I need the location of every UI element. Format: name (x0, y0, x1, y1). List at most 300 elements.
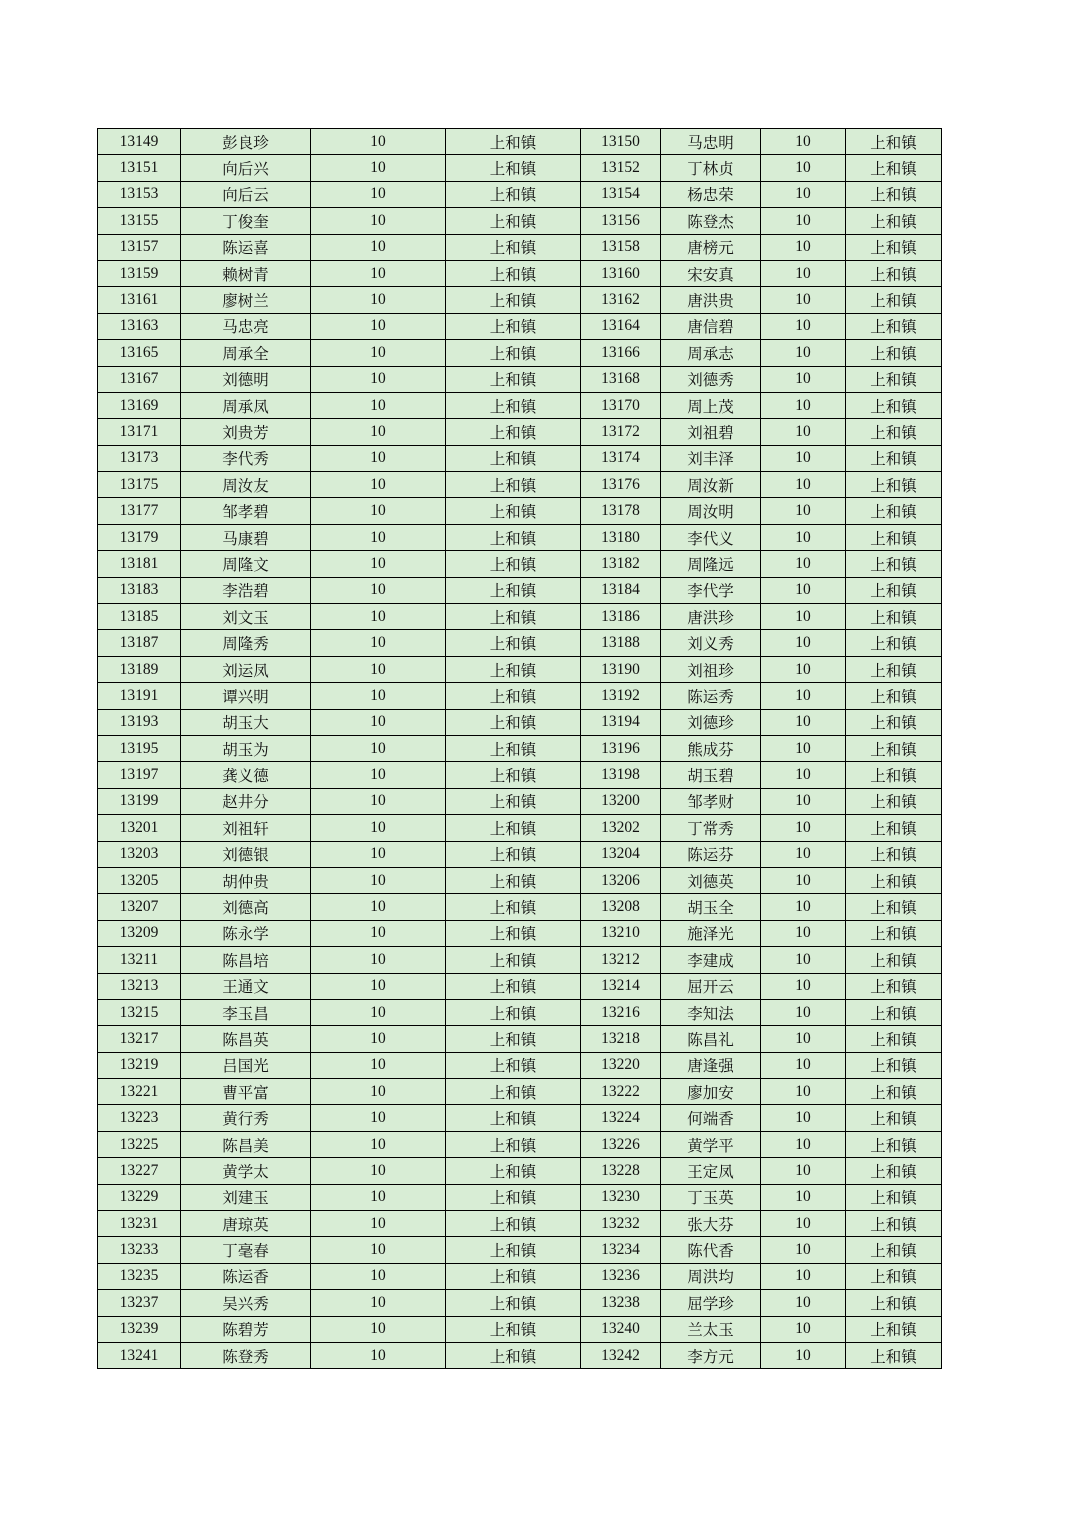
cell-town-left: 上和镇 (446, 234, 581, 260)
cell-town-left: 上和镇 (446, 340, 581, 366)
cell-town-left: 上和镇 (446, 1026, 581, 1052)
cell-id-right: 13164 (581, 313, 661, 339)
table-row (98, 788, 942, 814)
cell-name-left: 赵井分 (181, 788, 311, 814)
cell-name-left: 丁俊奎 (181, 208, 311, 234)
cell-score-right: 10 (761, 1342, 846, 1368)
cell-town-left: 上和镇 (446, 129, 581, 155)
cell-name-left: 胡仲贵 (181, 867, 311, 893)
cell-score-left: 10 (311, 419, 446, 445)
cell-town-left: 上和镇 (446, 472, 581, 498)
table-row (98, 551, 942, 577)
cell-id-right: 13208 (581, 894, 661, 920)
cell-name-right: 何端香 (661, 1105, 761, 1131)
cell-score-right: 10 (761, 392, 846, 418)
cell-name-left: 李玉昌 (181, 999, 311, 1025)
table-row (98, 1316, 942, 1342)
cell-score-right: 10 (761, 973, 846, 999)
cell-name-left: 向后云 (181, 181, 311, 207)
cell-score-left: 10 (311, 155, 446, 181)
cell-id-left: 13157 (98, 234, 181, 260)
cell-name-right: 王定凤 (661, 1158, 761, 1184)
cell-name-left: 周承全 (181, 340, 311, 366)
table-row (98, 947, 942, 973)
table-row (98, 1052, 942, 1078)
cell-score-right: 10 (761, 815, 846, 841)
cell-name-left: 向后兴 (181, 155, 311, 181)
cell-name-right: 唐洪珍 (661, 604, 761, 630)
cell-town-left: 上和镇 (446, 604, 581, 630)
cell-score-right: 10 (761, 445, 846, 471)
cell-score-right: 10 (761, 208, 846, 234)
table-row (98, 524, 942, 550)
roster-table (97, 128, 942, 1369)
cell-town-left: 上和镇 (446, 1316, 581, 1342)
cell-id-left: 13209 (98, 920, 181, 946)
table-row (98, 313, 942, 339)
cell-town-right: 上和镇 (846, 419, 942, 445)
cell-score-right: 10 (761, 1158, 846, 1184)
cell-town-right: 上和镇 (846, 392, 942, 418)
cell-id-left: 13197 (98, 762, 181, 788)
cell-town-right: 上和镇 (846, 1131, 942, 1157)
cell-id-left: 13237 (98, 1290, 181, 1316)
cell-id-left: 13179 (98, 524, 181, 550)
cell-score-right: 10 (761, 947, 846, 973)
cell-score-left: 10 (311, 577, 446, 603)
cell-id-right: 13168 (581, 366, 661, 392)
cell-town-right: 上和镇 (846, 867, 942, 893)
cell-name-right: 李知法 (661, 999, 761, 1025)
cell-id-right: 13182 (581, 551, 661, 577)
cell-score-right: 10 (761, 340, 846, 366)
cell-name-left: 邹孝碧 (181, 498, 311, 524)
cell-name-right: 唐逢强 (661, 1052, 761, 1078)
cell-score-left: 10 (311, 735, 446, 761)
table-row (98, 1342, 942, 1368)
table-row (98, 1158, 942, 1184)
cell-id-left: 13225 (98, 1131, 181, 1157)
cell-id-right: 13202 (581, 815, 661, 841)
cell-name-right: 周上茂 (661, 392, 761, 418)
cell-id-left: 13217 (98, 1026, 181, 1052)
cell-id-left: 13211 (98, 947, 181, 973)
table-row (98, 1079, 942, 1105)
cell-town-right: 上和镇 (846, 472, 942, 498)
cell-id-right: 13178 (581, 498, 661, 524)
cell-town-right: 上和镇 (846, 551, 942, 577)
cell-id-right: 13158 (581, 234, 661, 260)
cell-id-right: 13152 (581, 155, 661, 181)
cell-town-left: 上和镇 (446, 1052, 581, 1078)
cell-score-right: 10 (761, 1263, 846, 1289)
cell-town-right: 上和镇 (846, 604, 942, 630)
cell-score-left: 10 (311, 1263, 446, 1289)
table-row (98, 683, 942, 709)
cell-score-left: 10 (311, 762, 446, 788)
cell-id-right: 13200 (581, 788, 661, 814)
cell-name-right: 屈学珍 (661, 1290, 761, 1316)
table-row (98, 1184, 942, 1210)
table-row (98, 735, 942, 761)
cell-town-right: 上和镇 (846, 788, 942, 814)
cell-id-right: 13216 (581, 999, 661, 1025)
cell-id-left: 13155 (98, 208, 181, 234)
cell-town-left: 上和镇 (446, 445, 581, 471)
table-row (98, 129, 942, 155)
cell-name-right: 马忠明 (661, 129, 761, 155)
cell-name-left: 刘文玉 (181, 604, 311, 630)
cell-id-left: 13161 (98, 287, 181, 313)
table-row (98, 604, 942, 630)
cell-id-right: 13214 (581, 973, 661, 999)
cell-id-right: 13194 (581, 709, 661, 735)
cell-id-left: 13165 (98, 340, 181, 366)
cell-town-left: 上和镇 (446, 498, 581, 524)
cell-name-left: 刘祖轩 (181, 815, 311, 841)
cell-name-right: 刘德英 (661, 867, 761, 893)
cell-score-left: 10 (311, 366, 446, 392)
cell-town-left: 上和镇 (446, 208, 581, 234)
cell-score-left: 10 (311, 709, 446, 735)
cell-score-left: 10 (311, 1237, 446, 1263)
cell-name-right: 刘祖碧 (661, 419, 761, 445)
cell-score-left: 10 (311, 129, 446, 155)
cell-score-left: 10 (311, 1026, 446, 1052)
table-row (98, 709, 942, 735)
cell-score-left: 10 (311, 999, 446, 1025)
cell-score-right: 10 (761, 366, 846, 392)
cell-town-left: 上和镇 (446, 999, 581, 1025)
cell-name-right: 刘丰泽 (661, 445, 761, 471)
table-row (98, 498, 942, 524)
cell-name-right: 李代学 (661, 577, 761, 603)
cell-score-right: 10 (761, 894, 846, 920)
cell-town-left: 上和镇 (446, 1211, 581, 1237)
cell-id-right: 13236 (581, 1263, 661, 1289)
cell-town-left: 上和镇 (446, 735, 581, 761)
cell-score-left: 10 (311, 630, 446, 656)
cell-name-left: 吴兴秀 (181, 1290, 311, 1316)
cell-id-right: 13206 (581, 867, 661, 893)
table-row (98, 999, 942, 1025)
cell-town-right: 上和镇 (846, 735, 942, 761)
cell-score-right: 10 (761, 788, 846, 814)
cell-id-right: 13170 (581, 392, 661, 418)
cell-id-right: 13196 (581, 735, 661, 761)
cell-score-left: 10 (311, 973, 446, 999)
cell-score-right: 10 (761, 1211, 846, 1237)
cell-score-right: 10 (761, 155, 846, 181)
cell-id-left: 13167 (98, 366, 181, 392)
cell-id-left: 13215 (98, 999, 181, 1025)
cell-town-left: 上和镇 (446, 656, 581, 682)
cell-town-left: 上和镇 (446, 894, 581, 920)
cell-name-right: 陈登杰 (661, 208, 761, 234)
cell-name-right: 屈开云 (661, 973, 761, 999)
table-row (98, 472, 942, 498)
table-row (98, 841, 942, 867)
cell-id-left: 13183 (98, 577, 181, 603)
cell-name-right: 周汝新 (661, 472, 761, 498)
cell-score-right: 10 (761, 656, 846, 682)
cell-id-right: 13154 (581, 181, 661, 207)
cell-name-left: 黄学太 (181, 1158, 311, 1184)
cell-name-left: 龚义德 (181, 762, 311, 788)
cell-score-right: 10 (761, 1079, 846, 1105)
cell-town-left: 上和镇 (446, 181, 581, 207)
cell-id-left: 13173 (98, 445, 181, 471)
cell-name-right: 周承志 (661, 340, 761, 366)
cell-name-left: 刘德高 (181, 894, 311, 920)
cell-id-right: 13166 (581, 340, 661, 366)
cell-town-right: 上和镇 (846, 999, 942, 1025)
cell-id-right: 13226 (581, 1131, 661, 1157)
cell-name-left: 周汝友 (181, 472, 311, 498)
cell-score-right: 10 (761, 1184, 846, 1210)
cell-town-right: 上和镇 (846, 498, 942, 524)
cell-town-left: 上和镇 (446, 1158, 581, 1184)
cell-town-right: 上和镇 (846, 1105, 942, 1131)
cell-name-right: 邹孝财 (661, 788, 761, 814)
cell-town-right: 上和镇 (846, 973, 942, 999)
cell-id-right: 13218 (581, 1026, 661, 1052)
cell-name-right: 刘德秀 (661, 366, 761, 392)
cell-id-right: 13160 (581, 260, 661, 286)
cell-id-right: 13162 (581, 287, 661, 313)
cell-score-left: 10 (311, 392, 446, 418)
cell-name-left: 吕国光 (181, 1052, 311, 1078)
cell-town-right: 上和镇 (846, 630, 942, 656)
cell-score-left: 10 (311, 656, 446, 682)
cell-town-left: 上和镇 (446, 630, 581, 656)
cell-score-right: 10 (761, 683, 846, 709)
cell-town-right: 上和镇 (846, 1263, 942, 1289)
cell-score-right: 10 (761, 867, 846, 893)
cell-score-left: 10 (311, 234, 446, 260)
cell-town-left: 上和镇 (446, 366, 581, 392)
table-row (98, 973, 942, 999)
cell-name-right: 李代义 (661, 524, 761, 550)
cell-name-right: 陈运秀 (661, 683, 761, 709)
cell-score-right: 10 (761, 313, 846, 339)
table-row (98, 762, 942, 788)
cell-id-right: 13198 (581, 762, 661, 788)
cell-town-right: 上和镇 (846, 1237, 942, 1263)
cell-town-left: 上和镇 (446, 313, 581, 339)
cell-name-right: 刘义秀 (661, 630, 761, 656)
cell-town-right: 上和镇 (846, 340, 942, 366)
cell-score-left: 10 (311, 788, 446, 814)
cell-name-left: 陈昌英 (181, 1026, 311, 1052)
cell-score-right: 10 (761, 735, 846, 761)
cell-id-right: 13174 (581, 445, 661, 471)
cell-score-right: 10 (761, 1237, 846, 1263)
cell-score-right: 10 (761, 577, 846, 603)
cell-id-left: 13171 (98, 419, 181, 445)
cell-town-left: 上和镇 (446, 551, 581, 577)
cell-score-right: 10 (761, 260, 846, 286)
cell-score-right: 10 (761, 1105, 846, 1131)
cell-id-right: 13190 (581, 656, 661, 682)
cell-name-left: 胡玉为 (181, 735, 311, 761)
cell-id-right: 13220 (581, 1052, 661, 1078)
cell-town-right: 上和镇 (846, 577, 942, 603)
cell-name-left: 周隆秀 (181, 630, 311, 656)
cell-town-right: 上和镇 (846, 1184, 942, 1210)
cell-name-left: 唐琼英 (181, 1211, 311, 1237)
cell-id-left: 13175 (98, 472, 181, 498)
table-row (98, 920, 942, 946)
table-row (98, 894, 942, 920)
cell-name-right: 刘祖珍 (661, 656, 761, 682)
cell-score-left: 10 (311, 815, 446, 841)
cell-town-left: 上和镇 (446, 392, 581, 418)
cell-id-left: 13219 (98, 1052, 181, 1078)
cell-score-left: 10 (311, 1316, 446, 1342)
table-row (98, 1026, 942, 1052)
cell-score-right: 10 (761, 1316, 846, 1342)
cell-score-right: 10 (761, 1290, 846, 1316)
cell-score-right: 10 (761, 498, 846, 524)
cell-name-right: 周汝明 (661, 498, 761, 524)
cell-score-left: 10 (311, 1105, 446, 1131)
table-row (98, 419, 942, 445)
cell-score-right: 10 (761, 604, 846, 630)
cell-town-left: 上和镇 (446, 155, 581, 181)
cell-name-right: 陈代香 (661, 1237, 761, 1263)
table-row (98, 1211, 942, 1237)
cell-id-left: 13189 (98, 656, 181, 682)
cell-score-left: 10 (311, 1079, 446, 1105)
cell-id-right: 13210 (581, 920, 661, 946)
table-row (98, 656, 942, 682)
cell-id-left: 13235 (98, 1263, 181, 1289)
cell-town-right: 上和镇 (846, 313, 942, 339)
cell-id-left: 13227 (98, 1158, 181, 1184)
cell-score-left: 10 (311, 947, 446, 973)
cell-score-left: 10 (311, 498, 446, 524)
cell-id-right: 13212 (581, 947, 661, 973)
cell-town-left: 上和镇 (446, 524, 581, 550)
cell-score-right: 10 (761, 999, 846, 1025)
cell-name-right: 唐洪贵 (661, 287, 761, 313)
cell-id-right: 13186 (581, 604, 661, 630)
roster-table-body (98, 129, 942, 1369)
table-row (98, 287, 942, 313)
cell-name-left: 刘德银 (181, 841, 311, 867)
cell-score-left: 10 (311, 472, 446, 498)
cell-score-left: 10 (311, 551, 446, 577)
cell-score-right: 10 (761, 287, 846, 313)
cell-town-right: 上和镇 (846, 1026, 942, 1052)
cell-town-left: 上和镇 (446, 683, 581, 709)
cell-town-right: 上和镇 (846, 1211, 942, 1237)
cell-name-right: 李方元 (661, 1342, 761, 1368)
cell-name-left: 刘建玉 (181, 1184, 311, 1210)
table-row (98, 208, 942, 234)
cell-id-right: 13232 (581, 1211, 661, 1237)
cell-name-left: 陈运香 (181, 1263, 311, 1289)
table-row (98, 392, 942, 418)
cell-name-left: 刘德明 (181, 366, 311, 392)
cell-score-right: 10 (761, 841, 846, 867)
cell-town-right: 上和镇 (846, 894, 942, 920)
cell-town-left: 上和镇 (446, 1184, 581, 1210)
cell-score-left: 10 (311, 894, 446, 920)
cell-id-left: 13199 (98, 788, 181, 814)
cell-id-left: 13223 (98, 1105, 181, 1131)
cell-id-left: 13213 (98, 973, 181, 999)
cell-name-left: 刘运凤 (181, 656, 311, 682)
cell-id-right: 13172 (581, 419, 661, 445)
cell-score-left: 10 (311, 1131, 446, 1157)
cell-town-left: 上和镇 (446, 788, 581, 814)
cell-id-left: 13233 (98, 1237, 181, 1263)
table-row (98, 1263, 942, 1289)
cell-name-right: 唐信碧 (661, 313, 761, 339)
cell-town-right: 上和镇 (846, 287, 942, 313)
cell-town-right: 上和镇 (846, 683, 942, 709)
cell-town-right: 上和镇 (846, 129, 942, 155)
cell-name-left: 彭良珍 (181, 129, 311, 155)
cell-id-left: 13205 (98, 867, 181, 893)
cell-name-right: 兰太玉 (661, 1316, 761, 1342)
cell-score-left: 10 (311, 445, 446, 471)
cell-town-right: 上和镇 (846, 1342, 942, 1368)
cell-id-right: 13238 (581, 1290, 661, 1316)
cell-score-right: 10 (761, 1026, 846, 1052)
cell-id-left: 13153 (98, 181, 181, 207)
table-row (98, 577, 942, 603)
cell-score-left: 10 (311, 604, 446, 630)
cell-name-left: 胡玉大 (181, 709, 311, 735)
cell-id-right: 13234 (581, 1237, 661, 1263)
cell-name-left: 陈昌培 (181, 947, 311, 973)
cell-score-left: 10 (311, 208, 446, 234)
cell-town-right: 上和镇 (846, 656, 942, 682)
cell-score-left: 10 (311, 181, 446, 207)
cell-town-right: 上和镇 (846, 920, 942, 946)
cell-score-right: 10 (761, 630, 846, 656)
cell-name-left: 陈碧芳 (181, 1316, 311, 1342)
cell-name-left: 马忠亮 (181, 313, 311, 339)
cell-score-right: 10 (761, 920, 846, 946)
cell-name-left: 曹平富 (181, 1079, 311, 1105)
cell-id-left: 13187 (98, 630, 181, 656)
table-row (98, 1237, 942, 1263)
cell-id-left: 13195 (98, 735, 181, 761)
cell-score-right: 10 (761, 551, 846, 577)
cell-town-right: 上和镇 (846, 1158, 942, 1184)
cell-name-right: 刘德珍 (661, 709, 761, 735)
cell-score-right: 10 (761, 234, 846, 260)
cell-score-right: 10 (761, 1131, 846, 1157)
cell-town-left: 上和镇 (446, 419, 581, 445)
cell-id-right: 13222 (581, 1079, 661, 1105)
cell-town-left: 上和镇 (446, 1237, 581, 1263)
cell-name-left: 周隆文 (181, 551, 311, 577)
cell-town-right: 上和镇 (846, 234, 942, 260)
cell-id-left: 13231 (98, 1211, 181, 1237)
cell-town-right: 上和镇 (846, 1052, 942, 1078)
table-row (98, 340, 942, 366)
cell-name-right: 陈昌礼 (661, 1026, 761, 1052)
cell-town-left: 上和镇 (446, 287, 581, 313)
cell-town-left: 上和镇 (446, 260, 581, 286)
cell-name-left: 赖树青 (181, 260, 311, 286)
cell-name-right: 丁林贞 (661, 155, 761, 181)
